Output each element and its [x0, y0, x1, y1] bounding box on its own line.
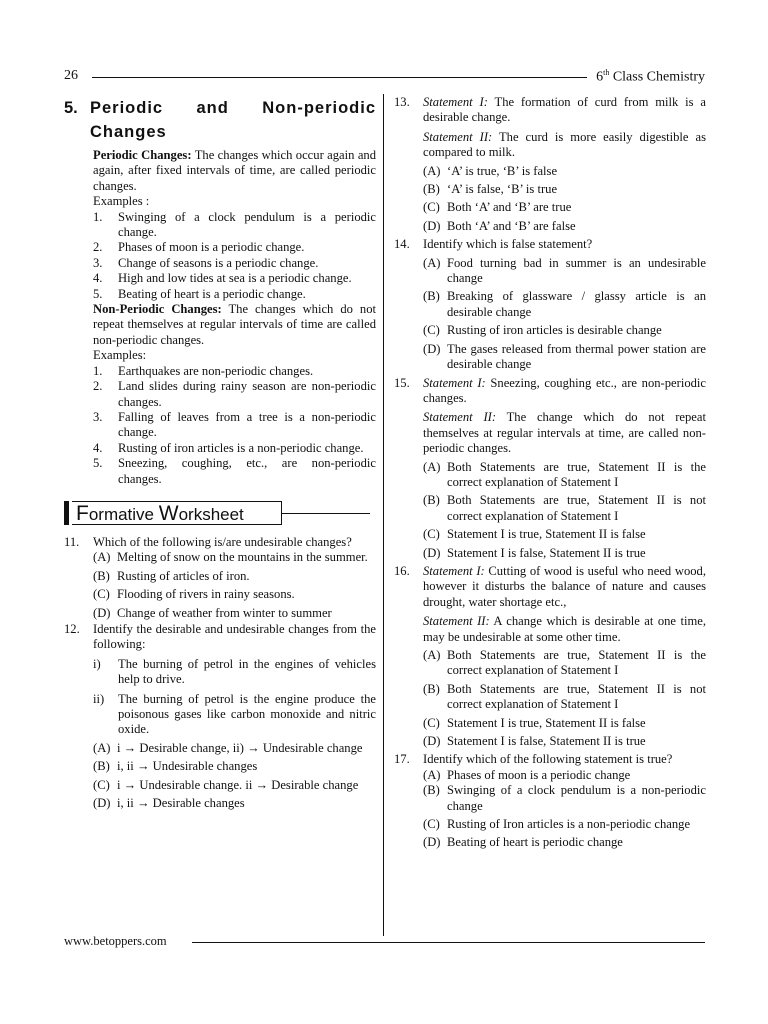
nonperiodic-definition	[93, 302, 376, 348]
option-d: (D) Statement I is false, Statement II is true	[423, 734, 646, 749]
page-header	[64, 68, 705, 86]
option-b: (B) i, ii → Undesirable changes	[93, 759, 258, 774]
list-item: 3. Change of seasons is a periodic change.	[93, 255, 319, 270]
column-divider	[383, 94, 384, 936]
option-a: (A) Food turning bad in summer is an undesirable change	[423, 255, 706, 286]
statement-2: Statement II: A change which is desirable at one time, may be undesirable at some other time.	[423, 614, 706, 644]
question-11: 11. Which of the following is/are undesirable changes? (A) Melting of snow on the mountains in the summer. (B) Rusting of articles of iron. (C) Flooding of rivers in rainy seasons. (D) Change of weather from winter to summer	[64, 535, 376, 621]
list-item: 3. Falling of leaves from a tree is a non-periodic change.	[93, 409, 376, 440]
list-item: 2. Phases of moon is a periodic change.	[93, 240, 305, 255]
option-d: (D) Statement I is false, Statement II is true	[423, 545, 646, 560]
option-b: (B) Both Statements are true, Statement II is not correct explanation of Statement I	[423, 493, 706, 523]
option-d: (D) Beating of heart is periodic change	[423, 835, 623, 850]
question-text: Identify which is false statement?	[423, 237, 593, 252]
right-column	[394, 94, 706, 851]
list-item: 4. Rusting of iron articles is a non-periodic change.	[93, 440, 364, 455]
statement-1: Statement I: Cutting of wood is useful who need wood, however it disturbs the balance of nature and causes drought, water shortage etc.,	[423, 563, 706, 609]
class-suffix-th: th	[603, 68, 610, 77]
question-16: 16. Statement I: Cutting of wood is useful who need wood, however it disturbs the balance of nature and causes drought, water shortage etc., Statement II: A change which is desirable at one time, may be undesirable at some other time. (A) Both Statements are true, Statement II is the correct explanation of Statement I (B) Both Statements are true, Statement II is not correct explanation of Statement I (C) Statement I is true, Statement II is false (D) Statement I is false, Statement II is true	[394, 563, 706, 749]
class-title	[596, 68, 705, 86]
roman-item-1: i) The burning of petrol in the engines of vehicles help to drive.	[93, 656, 376, 687]
option-b: (B) Rusting of articles of iron.	[93, 568, 250, 583]
section-number: 5.	[64, 99, 78, 117]
option-d: (D) The gases released from thermal power station are desirable change	[423, 341, 706, 372]
periodic-examples-list	[93, 210, 376, 302]
section-title-text: Periodic and Non-periodic Changes	[90, 99, 376, 141]
statement-2: Statement II: The curd is more easily digestible as compared to milk.	[423, 129, 706, 160]
option-a: (A) Both Statements are true, Statement II is the correct explanation of Statement I	[423, 648, 706, 678]
option-a: (A) Both Statements are true, Statement II is the correct explanation of Statement I	[423, 459, 706, 489]
question-17: 17. Identify which of the following statement is true? (A) Phases of moon is a periodic change (B) Swinging of a clock pendulum is a non-periodic change (C) Rusting of Iron articles is a non-periodic change (D) Beating of heart is periodic change	[394, 752, 706, 850]
list-item: 4. High and low tides at sea is a periodic change.	[93, 271, 352, 286]
option-c: (C) Both ‘A’ and ‘B’ are true	[423, 200, 572, 215]
footer-rule	[192, 942, 705, 943]
page-footer	[64, 934, 705, 950]
option-b: (B) Swinging of a clock pendulum is a non-periodic change	[423, 783, 706, 813]
left-column	[64, 94, 376, 811]
banner-rule	[282, 513, 370, 514]
periodic-def-text: The changes which occur again and again, after fixed intervals of time, are called periodic changes.	[93, 148, 376, 193]
question-text: Identify the desirable and undesirable changes from the following:	[93, 621, 376, 652]
question-15: 15. Statement I: Sneezing, coughing etc., are non-periodic changes. Statement II: The change which do not repeat themselves at regular intervals at time, are called non-periodic changes. (A) Both Statements are true, Statement II is the correct explanation of Statement I (B) Both Statements are true, Statement II is not correct explanation of Statement I (C) Statement I is true, Statement II is false (D) Statement I is false, Statement II is true	[394, 375, 706, 560]
option-c: (C) Flooding of rivers in rainy seasons.	[93, 587, 295, 602]
list-item: 2. Land slides during rainy season are non-periodic changes.	[93, 379, 376, 409]
list-item: 5. Sneezing, coughing, etc., are non-periodic changes.	[93, 456, 376, 486]
statement-2: Statement II: The change which do not repeat themselves at regular intervals at time, are called non-periodic changes.	[423, 410, 706, 456]
option-b: (B) Both Statements are true, Statement II is not correct explanation of Statement I	[423, 681, 706, 712]
examples-label-2: Examples:	[93, 348, 147, 363]
question-text: Identify which of the following statement is true?	[423, 752, 673, 767]
option-b: (B) Breaking of glassware / glassy article is an desirable change	[423, 289, 706, 319]
question-text: Which of the following is/are undesirable changes?	[93, 534, 352, 549]
banner-title: Formative Worksheet	[72, 501, 282, 525]
section-title	[64, 96, 376, 144]
page-number: 26	[64, 68, 78, 83]
nonperiodic-label: Non-Periodic Changes:	[93, 302, 222, 317]
footer-url: www.betoppers.com	[64, 934, 167, 948]
nonperiodic-def-text: The changes which do not repeat themselves at regular intervals of time are called non-periodic changes.	[93, 302, 376, 347]
option-a: (A) Phases of moon is a periodic change	[423, 767, 631, 782]
option-c: (C) i → Undesirable change. ii → Desirable change	[93, 777, 359, 792]
question-13: 13. Statement I: The formation of curd from milk is a desirable change. Statement II: The curd is more easily digestible as compared to milk. (A) ‘A’ is true, ‘B’ is false (B) ‘A’ is false, ‘B’ is true (C) Both ‘A’ and ‘B’ are true (D) Both ‘A’ and ‘B’ are false	[394, 95, 706, 233]
option-c: (C) Rusting of iron articles is desirable change	[423, 323, 662, 338]
statement-1: Statement I: The formation of curd from milk is a desirable change.	[423, 95, 706, 125]
periodic-definition	[93, 148, 376, 194]
roman-item-2: ii) The burning of petrol is the engine produce the poisonous gases like carbon monoxide and nitric oxide.	[93, 691, 376, 737]
list-item: 1. Swinging of a clock pendulum is a periodic change.	[93, 209, 376, 240]
nonperiodic-examples-list	[93, 364, 376, 487]
class-number: 6	[596, 69, 604, 85]
question-12: 12. Identify the desirable and undesirable changes from the following: i) The burning of petrol in the engines of vehicles help to drive. ii) The burning of petrol is the engine produce the poisonous gases like carbon monoxide and nitric oxide. (A) i → Desirable change, ii) → Undesirable change (B) i, ii → Undesirable changes (C) i → Undesirable change. ii → Desirable change (D) i, ii → Desirable changes	[64, 621, 376, 811]
option-a: (A) ‘A’ is true, ‘B’ is false	[423, 163, 558, 178]
list-item: 1. Earthquakes are non-periodic changes.	[93, 363, 314, 378]
list-item: 5. Beating of heart is a periodic change.	[93, 286, 306, 301]
banner-bar	[64, 501, 69, 525]
examples-label: Examples :	[93, 194, 150, 209]
option-c: (C) Rusting of Iron articles is a non-periodic change	[423, 817, 691, 832]
option-c: (C) Statement I is true, Statement II is false	[423, 527, 646, 542]
statement-1: Statement I: Sneezing, coughing etc., are non-periodic changes.	[423, 375, 706, 405]
option-d: (D) Change of weather from winter to summer	[93, 605, 332, 620]
option-d: (D) Both ‘A’ and ‘B’ are false	[423, 218, 576, 233]
header-rule	[92, 77, 587, 78]
worksheet-banner	[64, 499, 376, 529]
option-a: (A) Melting of snow on the mountains in the summer.	[93, 550, 368, 565]
class-subject: Class Chemistry	[609, 69, 705, 85]
option-d: (D) i, ii → Desirable changes	[93, 796, 245, 811]
option-b: (B) ‘A’ is false, ‘B’ is true	[423, 182, 558, 197]
option-c: (C) Statement I is true, Statement II is false	[423, 715, 646, 730]
option-a: (A) i → Desirable change, ii) → Undesirable change	[93, 740, 363, 755]
question-14: 14. Identify which is false statement? (A) Food turning bad in summer is an undesirable change (B) Breaking of glassware / glassy article is an desirable change (C) Rusting of iron articles is desirable change (D) The gases released from thermal power station are desirable change	[394, 237, 706, 372]
periodic-label: Periodic Changes:	[93, 148, 192, 162]
